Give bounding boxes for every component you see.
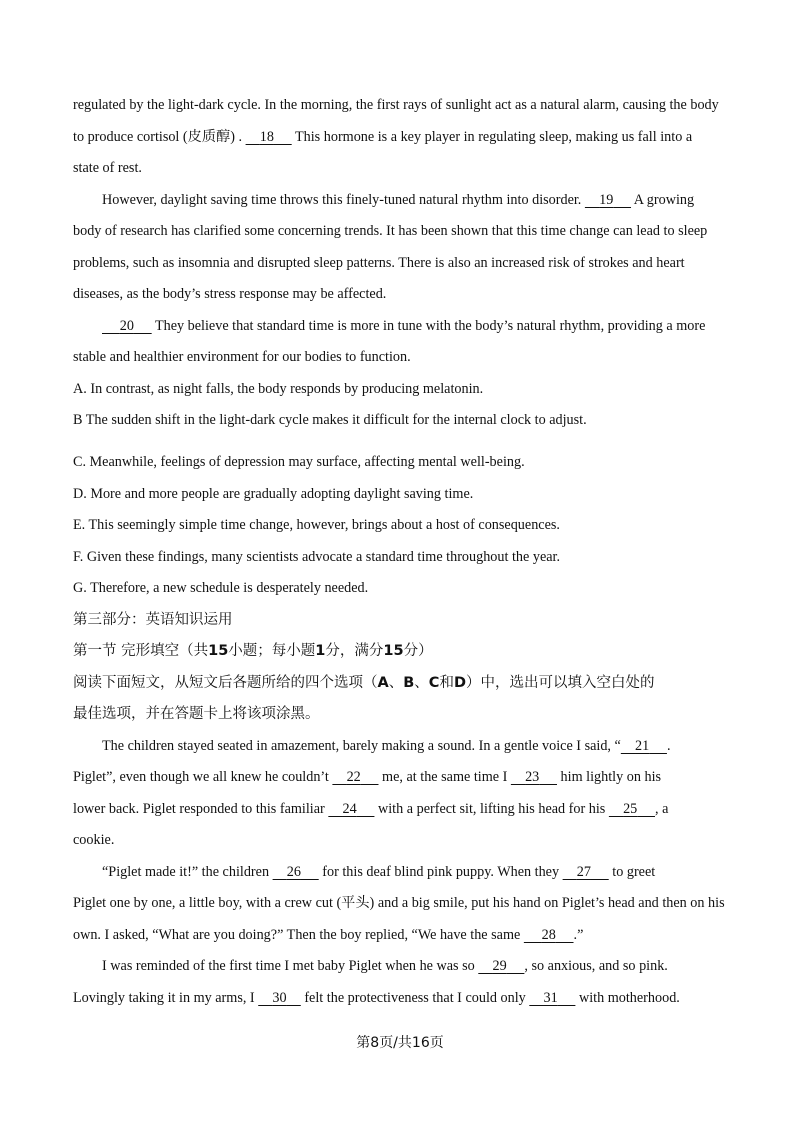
cloze-line: Lovingly taking it in my arms, I 30 felt the protectiveness that I could only 31 with motherhood. (73, 990, 680, 1006)
option-d: D. More and more people are gradually adopting daylight saving time. (73, 486, 474, 502)
option-f: F. Given these findings, many scientists advocate a standard time throughout the year. (73, 549, 561, 565)
text: state of rest. (73, 160, 142, 176)
blank-26: 26 (286, 864, 301, 880)
text: problems, such as insomnia and disrupted sleep patterns. There is also an increased risk of strokes and heart (73, 255, 685, 271)
blank-25: 25 (623, 801, 638, 817)
passage-line (102, 316, 705, 336)
passage-line (73, 158, 142, 178)
cloze-line: lower back. Piglet responded to this familiar 24 with a perfect sit, lifting his head for his 25 , a (73, 801, 669, 817)
instructions: 最佳选项，并在答题卡上将该项涂黑。 (73, 706, 320, 722)
blank-20: 20 (119, 318, 134, 334)
text: This hormone is a key player in regulating sleep, making us fall into a (294, 129, 693, 145)
passage-line (73, 95, 719, 115)
blank-21: 21 (635, 738, 650, 754)
cloze-line: “Piglet made it!” the children 26 for this deaf blind pink puppy. When they 27 to greet (102, 864, 656, 880)
blank-18: 18 (259, 129, 274, 145)
instructions: 阅读下面短文，从短文后各题所给的四个选项（A、B、C和D）中，选出可以填入空白处的 (73, 675, 655, 691)
section-title: 第三部分：英语知识运用 (73, 612, 233, 628)
option-e: E. This seemingly simple time change, however, brings about a host of consequences. (73, 517, 560, 533)
text: body of research has clarified some concerning trends. It has been shown that this time change can lead to sleep (73, 223, 708, 239)
cloze-line: Piglet”, even though we all knew he couldn’t 22 me, at the same time I 23 him lightly on his (73, 769, 662, 785)
cloze-line: own. I asked, “What are you doing?” Then the boy replied, “We have the same 28 .” (73, 927, 584, 943)
cloze-line: The children stayed seated in amazement, barely making a sound. In a gentle voice I said, “ 21 . (102, 738, 671, 754)
text: A growing (633, 192, 695, 208)
text: regulated by the light-dark cycle. In the morning, the first rays of sunlight act as a natural alarm, causing the body (73, 97, 719, 113)
blank-22: 22 (346, 769, 361, 785)
passage-line (73, 127, 692, 147)
passage-line (73, 284, 386, 304)
blank-28: 28 (541, 927, 556, 943)
cloze-line: I was reminded of the first time I met baby Piglet when he was so 29 , so anxious, and so pink. (102, 958, 668, 974)
text: to produce cortisol (皮质醇) . (73, 129, 243, 145)
text: However, daylight saving time throws this finely-tuned natural rhythm into disorder. (102, 192, 582, 208)
option-b: B The sudden shift in the light-dark cycle makes it difficult for the internal clock to adjust. (73, 412, 587, 428)
text: diseases, as the body’s stress response may be affected. (73, 286, 387, 302)
text: stable and healthier environment for our bodies to function. (73, 349, 411, 365)
option-c: C. Meanwhile, feelings of depression may surface, affecting mental well-being. (73, 454, 525, 470)
subsection-title: 第一节 完形填空（共15小题；每小题1分，满分15分） (73, 643, 433, 659)
passage-line (73, 253, 685, 273)
cloze-line: cookie. (73, 832, 115, 848)
blank-24: 24 (342, 801, 357, 817)
cloze-line: Piglet one by one, a little boy, with a crew cut (平头) and a big smile, put his hand on Piglet’s head and then on his (73, 895, 725, 911)
text: They believe that standard time is more in tune with the body’s natural rhythm, providing a more (154, 318, 706, 334)
option-g: G. Therefore, a new schedule is desperately needed. (73, 580, 369, 596)
blank-27: 27 (576, 864, 591, 880)
passage-line (73, 221, 707, 241)
blank-29: 29 (492, 958, 507, 974)
option-a: A. In contrast, as night falls, the body responds by producing melatonin. (73, 381, 484, 397)
blank-30: 30 (272, 990, 287, 1006)
passage-line (102, 190, 694, 210)
blank-31: 31 (543, 990, 558, 1006)
blank-23: 23 (525, 769, 540, 785)
page-footer: 第8页/共16页 (356, 1035, 444, 1051)
passage-line (73, 347, 411, 367)
blank-19: 19 (599, 192, 614, 208)
